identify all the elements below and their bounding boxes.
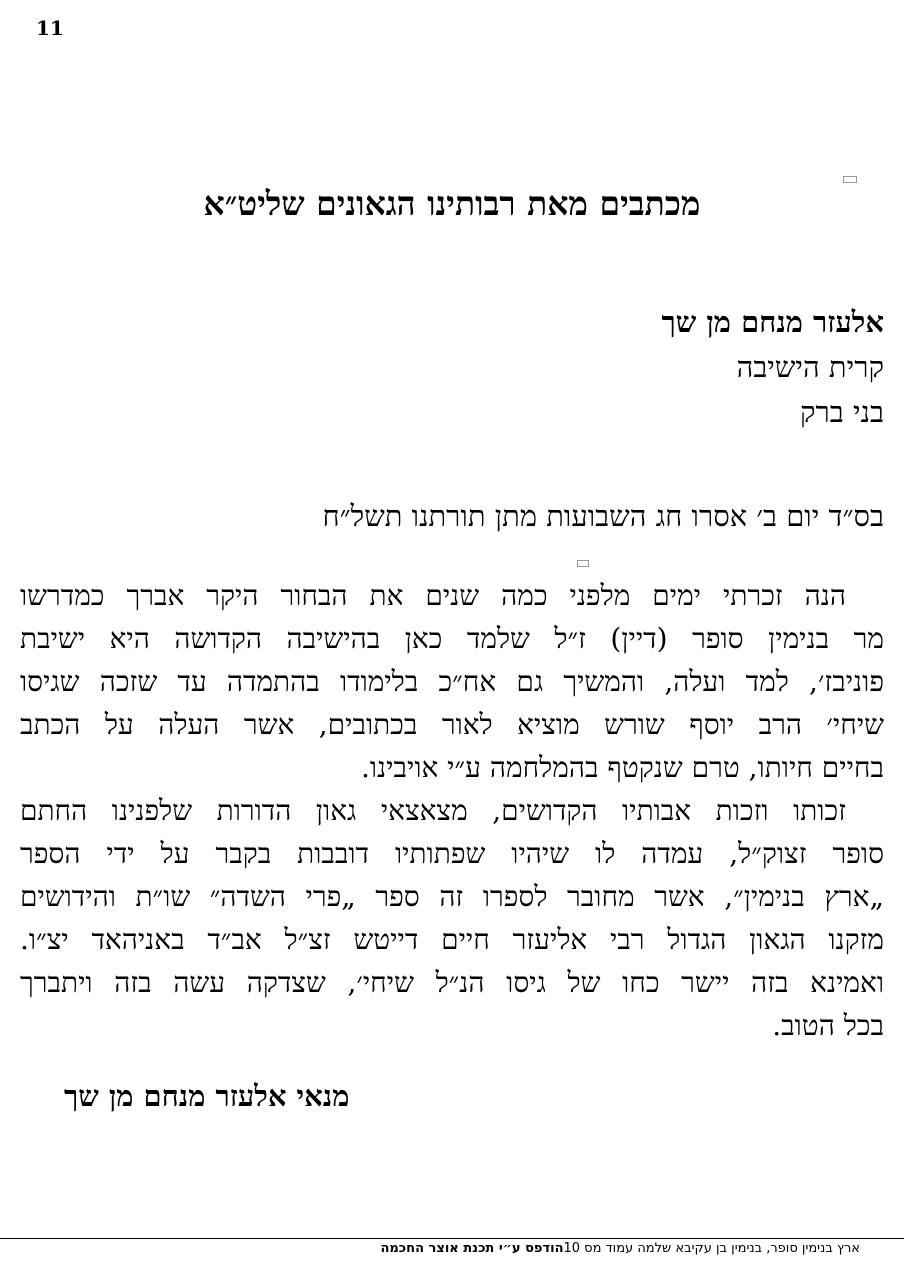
text-line: בחיים חיותו, טרם שנקטף בהמלחמה ע״י אויבינו. — [360, 751, 884, 784]
footer-source: ארץ בנימין סופר, בנימין בן עקיבא שלמה עמוד מס 10 — [563, 1241, 860, 1256]
text-line: מר בנימין סופר (דיין) ז״ל שלמד כאן בהישיבה הקדושה היא ישיבת — [20, 622, 884, 655]
text-line: „ארץ בנימין״, אשר מחובר לספרו זה ספר „פרי השדה״ שו״ת והידושים — [20, 880, 884, 913]
footer-divider — [0, 1238, 904, 1239]
text-line: הנה זכרתי ימים מלפני כמה שנים את הבחור היקר אברך כמדרשו — [20, 579, 846, 612]
sender-block — [662, 300, 884, 435]
footer-printed-by: הודפס ע״י תכנת אוצר החכמה — [380, 1241, 564, 1256]
text-line: פוניבז׳, למד ועלה, והמשיך גם אח״כ בלימודו בהתמדה עד שזכה שגיסו — [20, 665, 884, 698]
letter-body — [20, 574, 884, 1047]
signature: מנאי אלעזר מנחם מן שך — [64, 1079, 350, 1113]
text-line: סופר זצוק״ל, עמדה לו שיהיו שפתותיו דובבות בקבר על ידי הספר — [20, 837, 884, 870]
footer — [380, 1240, 860, 1258]
scan-mark — [577, 560, 589, 567]
text-line: זכותו וזכות אבותיו הקדושים, מצאצאי גאון הדורות שלפנינו החתם — [20, 794, 846, 827]
text-line: בכל הטוב. — [772, 1009, 884, 1042]
text-line: ואמינא בזה יישר כחו של גיסו הנ״ל שיחי׳, שצדקה עשה בזה ויתברך — [20, 966, 884, 999]
sender-address-line1: קרית הישיבה — [736, 350, 884, 384]
page-title: מכתבים מאת רבותינו הגאונים שליט״א — [203, 184, 701, 223]
date-line: בס״ד יום ב׳ אסרו חג השבועות מתן תורתנו תשל״ח — [322, 499, 884, 533]
text-line: מזקנו הגאון הגדול רבי אליעזר חיים דייטש זצ״ל אב״ד באניהאד יצ״ו. — [20, 923, 884, 956]
text-line: שיחי׳ הרב יוסף שורש מוציא לאור בכתובים, אשר העלה על הכתב — [20, 708, 884, 741]
page-number: 11 — [36, 16, 64, 40]
scan-mark — [843, 176, 857, 183]
paragraph-2 — [20, 789, 884, 1047]
sender-address-line2: בני ברק — [800, 395, 884, 429]
paragraph-1 — [20, 574, 884, 789]
sender-name: אלעזר מנחם מן שך — [661, 305, 884, 339]
